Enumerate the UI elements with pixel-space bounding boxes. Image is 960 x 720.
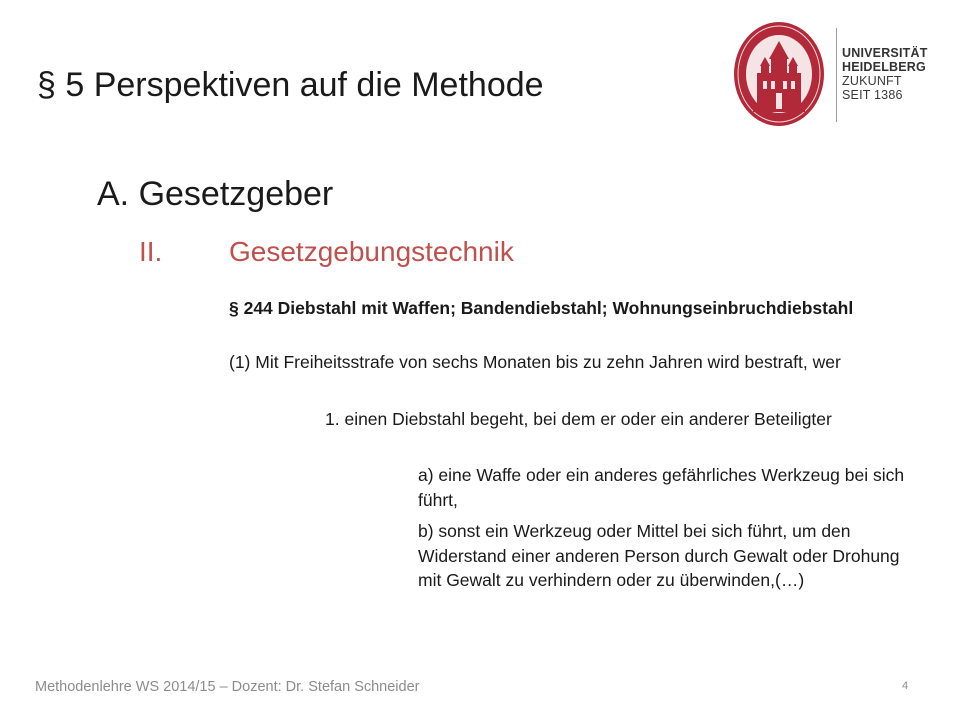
subsection-heading: Gesetzgebungstechnik [229, 236, 514, 267]
subsection-number: II. [139, 236, 163, 267]
statute-heading: § 244 Diebstahl mit Waffen; Bandendiebstahl; Wohnungseinbruchdiebstahl [229, 298, 854, 318]
logo-line-heidelberg: HEIDELBERG [842, 60, 926, 74]
statute-item-a: a) eine Waffe oder ein anderes gefährliches Werkzeug bei sich führt, [418, 465, 905, 510]
logo-line-universitaet: UNIVERSITÄT [842, 46, 928, 60]
slide-title: § 5 Perspektiven auf die Methode [37, 66, 544, 104]
statute-item-b: b) sonst ein Werkzeug oder Mittel bei sich führt, um den Widerstand einer anderen Person durch Gewalt oder Drohung mit Gewalt zu verhindern oder zu überwinden,(…) [418, 521, 900, 590]
logo-line-seit: SEIT 1386 [842, 88, 903, 102]
footer-text: Methodenlehre WS 2014/15 – Dozent: Dr. Stefan Schneider [35, 679, 420, 695]
statute-item-1: 1. einen Diebstahl begeht, bei dem er oder ein anderer Beteiligter [325, 409, 832, 429]
statute-paragraph-1: (1) Mit Freiheitsstrafe von sechs Monaten bis zu zehn Jahren wird bestraft, wer [229, 352, 841, 372]
university-wordmark [842, 46, 952, 102]
section-heading-a: A. Gesetzgeber [97, 175, 334, 213]
university-seal-icon [733, 21, 825, 127]
logo-divider [836, 28, 837, 122]
logo-line-zukunft: ZUKUNFT [842, 74, 902, 88]
page-number: 4 [902, 680, 909, 692]
